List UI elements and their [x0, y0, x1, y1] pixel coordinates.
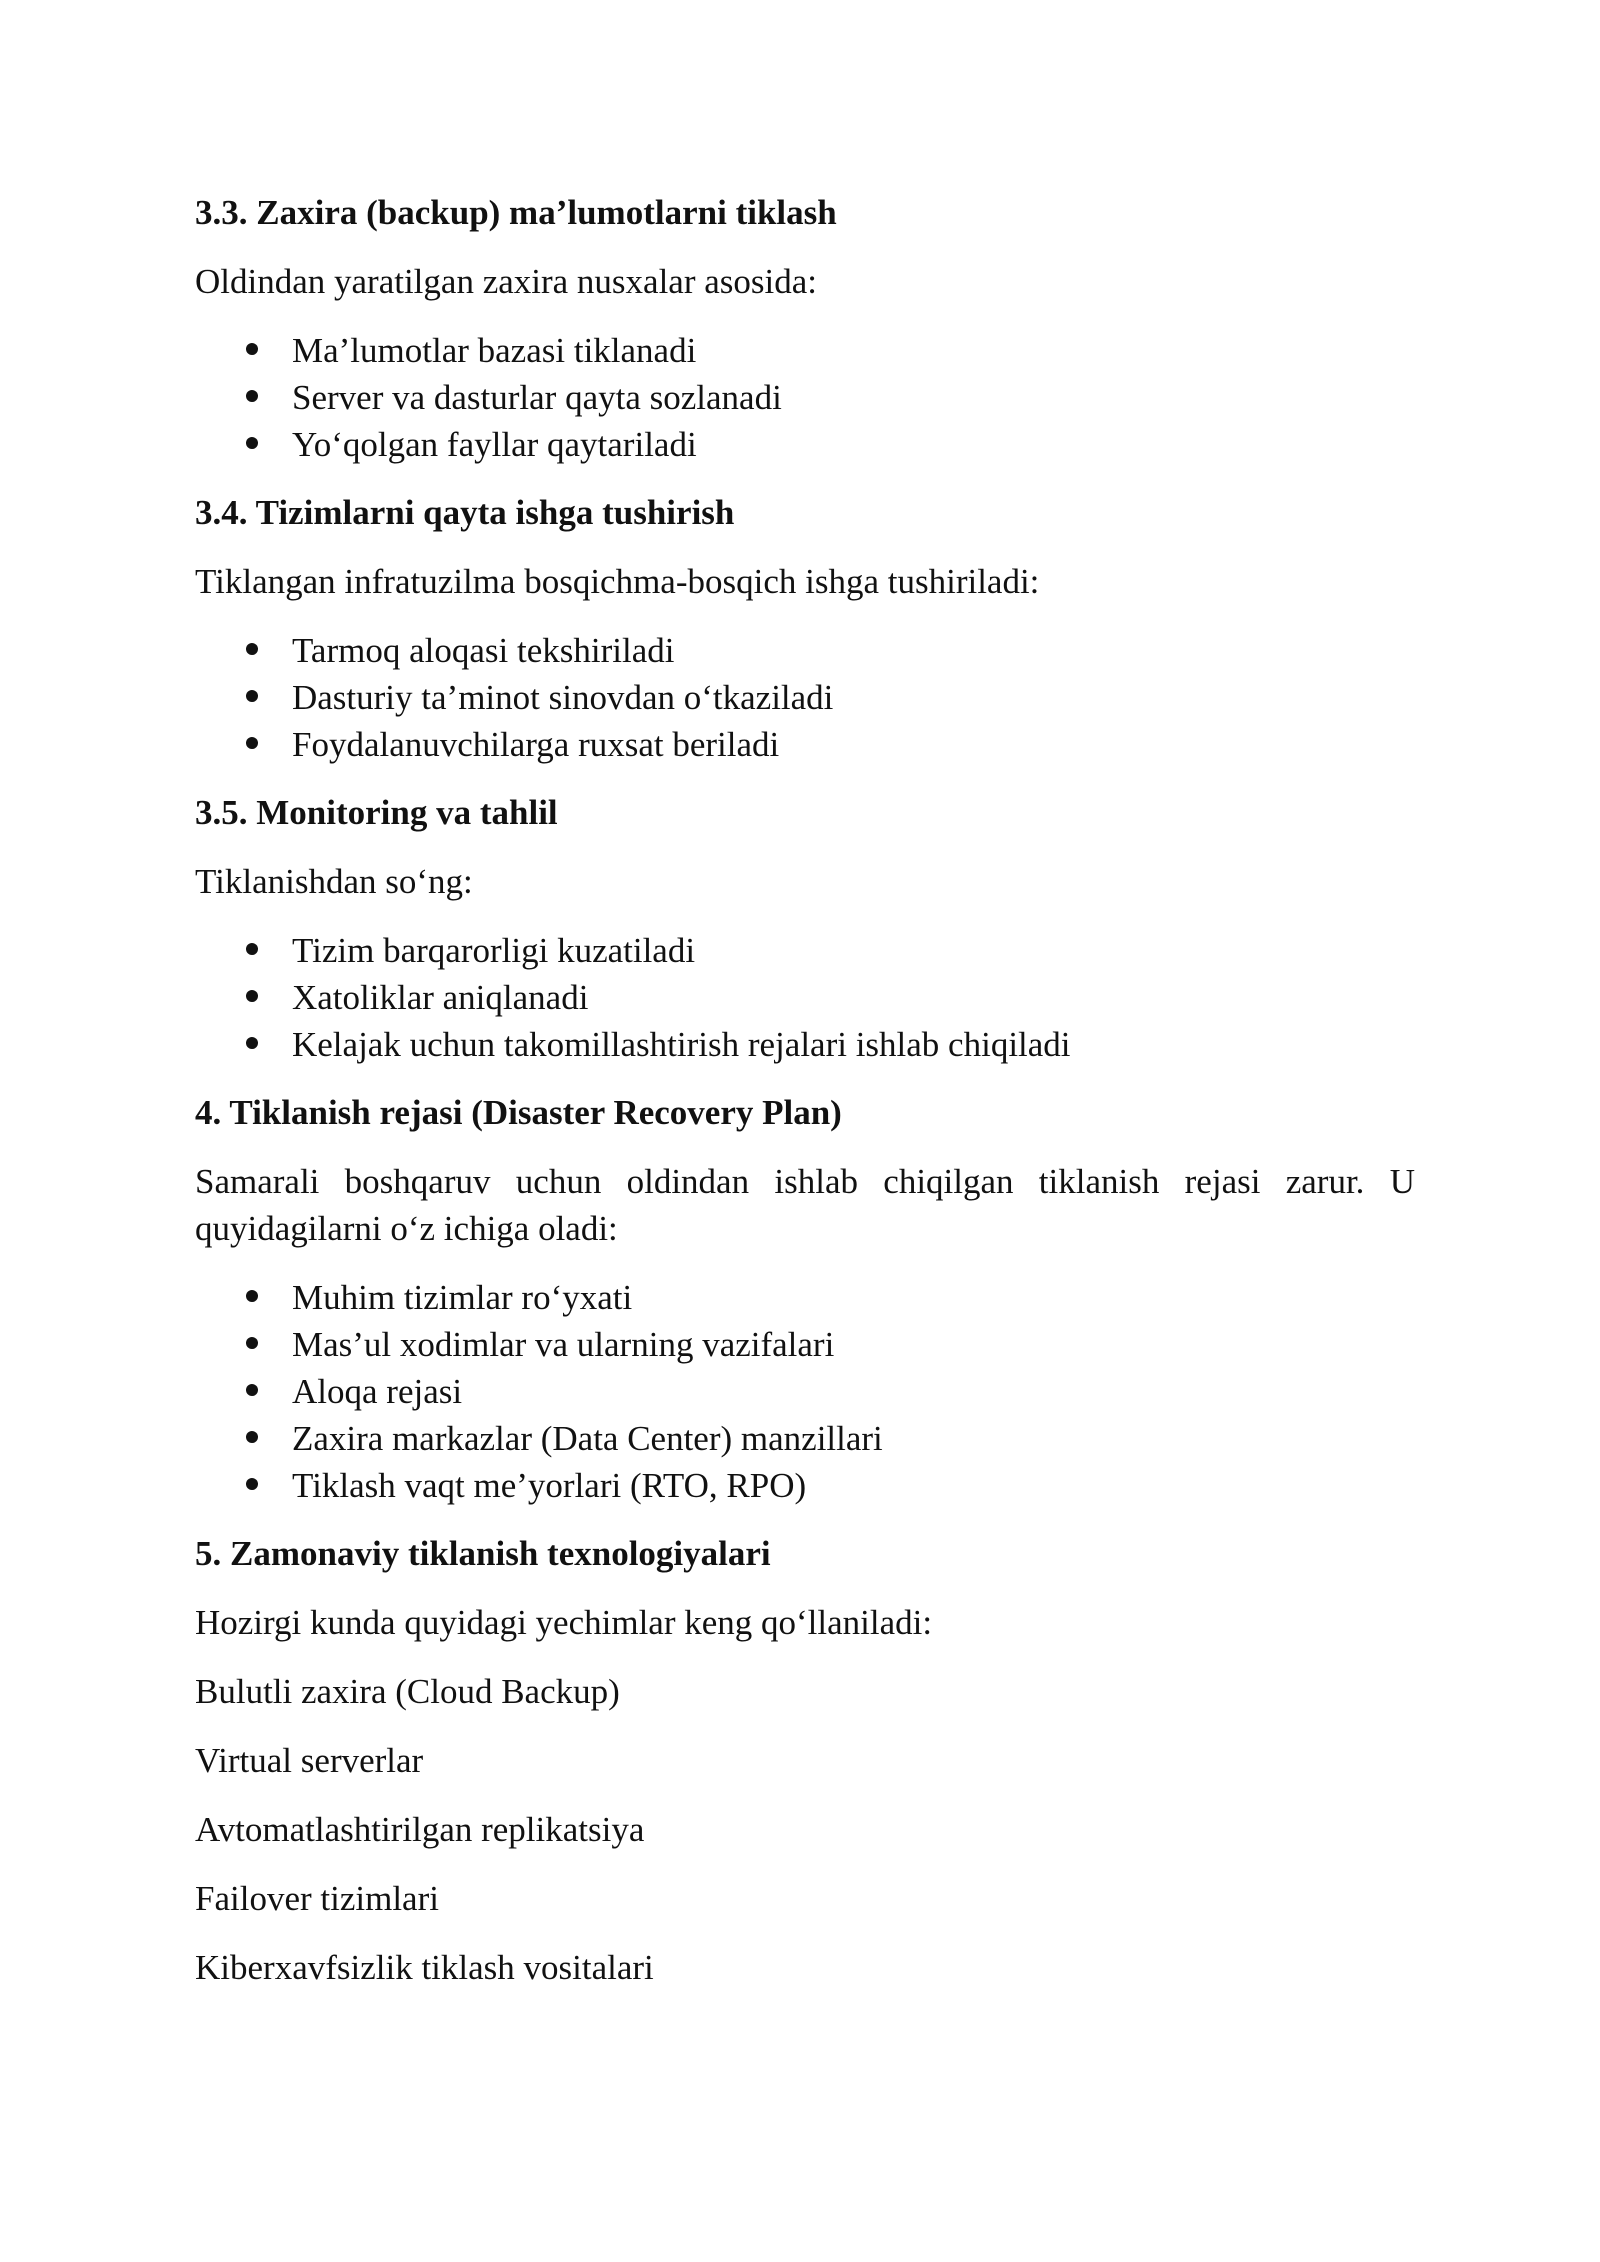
- list-item-text: Server va dasturlar qayta sozlanadi: [292, 378, 782, 417]
- section-intro: Oldindan yaratilgan zaxira nusxalar asosida:: [195, 262, 818, 301]
- list-item: [195, 721, 1415, 768]
- list-item: [195, 627, 1415, 674]
- section-heading-3-4: 3.4. Tizimlarni qayta ishga tushirish: [195, 493, 735, 532]
- plain-item: Failover tizimlari: [195, 1879, 439, 1918]
- bullet-icon: [246, 1384, 258, 1396]
- bullet-icon: [246, 643, 258, 655]
- section-intro: Hozirgi kunda quyidagi yechimlar keng qo‘llaniladi:: [195, 1603, 933, 1642]
- list-item: [195, 1274, 1415, 1321]
- list-item: [195, 974, 1415, 1021]
- list-item: [195, 327, 1415, 374]
- section-intro: Samarali boshqaruv uchun oldindan ishlab chiqilgan tiklanish rejasi zarur. U quyidagilarni o‘z ichiga oladi:: [195, 1162, 1415, 1248]
- bullet-list: [195, 1274, 1415, 1509]
- bullet-icon: [246, 1290, 258, 1302]
- bullet-icon: [246, 1478, 258, 1490]
- list-item-text: Yo‘qolgan fayllar qaytariladi: [292, 425, 697, 464]
- list-item-text: Tarmoq aloqasi tekshiriladi: [292, 631, 675, 670]
- section-heading-3-5: 3.5. Monitoring va tahlil: [195, 793, 558, 832]
- section-heading-3-3: 3.3. Zaxira (backup) ma’lumotlarni tiklash: [195, 193, 837, 232]
- bullet-icon: [246, 343, 258, 355]
- bullet-icon: [246, 990, 258, 1002]
- list-item-text: Ma’lumotlar bazasi tiklanadi: [292, 331, 697, 370]
- plain-item: Avtomatlashtirilgan replikatsiya: [195, 1810, 645, 1849]
- list-item: [195, 1462, 1415, 1509]
- plain-item: Virtual serverlar: [195, 1741, 424, 1780]
- bullet-icon: [246, 943, 258, 955]
- list-item-text: Muhim tizimlar ro‘yxati: [292, 1278, 633, 1317]
- list-item-text: Tiklash vaqt me’yorlari (RTO, RPO): [292, 1466, 807, 1505]
- bullet-icon: [246, 1431, 258, 1443]
- bullet-list: [195, 327, 1415, 468]
- plain-item: Bulutli zaxira (Cloud Backup): [195, 1672, 620, 1711]
- list-item-text: Zaxira markazlar (Data Center) manzillari: [292, 1419, 883, 1458]
- section-intro: Tiklangan infratuzilma bosqichma-bosqich ishga tushiriladi:: [195, 562, 1040, 601]
- list-item: [195, 1368, 1415, 1415]
- list-item: [195, 927, 1415, 974]
- section-heading-4: 4. Tiklanish rejasi (Disaster Recovery Plan): [195, 1093, 842, 1132]
- bullet-icon: [246, 390, 258, 402]
- list-item: [195, 1415, 1415, 1462]
- list-item: [195, 1021, 1415, 1068]
- bullet-icon: [246, 1037, 258, 1049]
- document-page: [195, 190, 1415, 2013]
- list-item: [195, 1321, 1415, 1368]
- list-item: [195, 374, 1415, 421]
- bullet-icon: [246, 1337, 258, 1349]
- bullet-icon: [246, 437, 258, 449]
- section-heading-5: 5. Zamonaviy tiklanish texnologiyalari: [195, 1534, 771, 1573]
- section-intro: Tiklanishdan so‘ng:: [195, 862, 473, 901]
- list-item-text: Tizim barqarorligi kuzatiladi: [292, 931, 696, 970]
- list-item-text: Foydalanuvchilarga ruxsat beriladi: [292, 725, 780, 764]
- list-item: [195, 421, 1415, 468]
- list-item-text: Aloqa rejasi: [292, 1372, 463, 1411]
- list-item-text: Kelajak uchun takomillashtirish rejalari ishlab chiqiladi: [292, 1025, 1071, 1064]
- list-item: [195, 674, 1415, 721]
- plain-item: Kiberxavfsizlik tiklash vositalari: [195, 1948, 654, 1987]
- bullet-list: [195, 927, 1415, 1068]
- list-item-text: Dasturiy ta’minot sinovdan o‘tkaziladi: [292, 678, 834, 717]
- bullet-icon: [246, 737, 258, 749]
- bullet-list: [195, 627, 1415, 768]
- bullet-icon: [246, 690, 258, 702]
- list-item-text: Xatoliklar aniqlanadi: [292, 978, 589, 1017]
- list-item-text: Mas’ul xodimlar va ularning vazifalari: [292, 1325, 835, 1364]
